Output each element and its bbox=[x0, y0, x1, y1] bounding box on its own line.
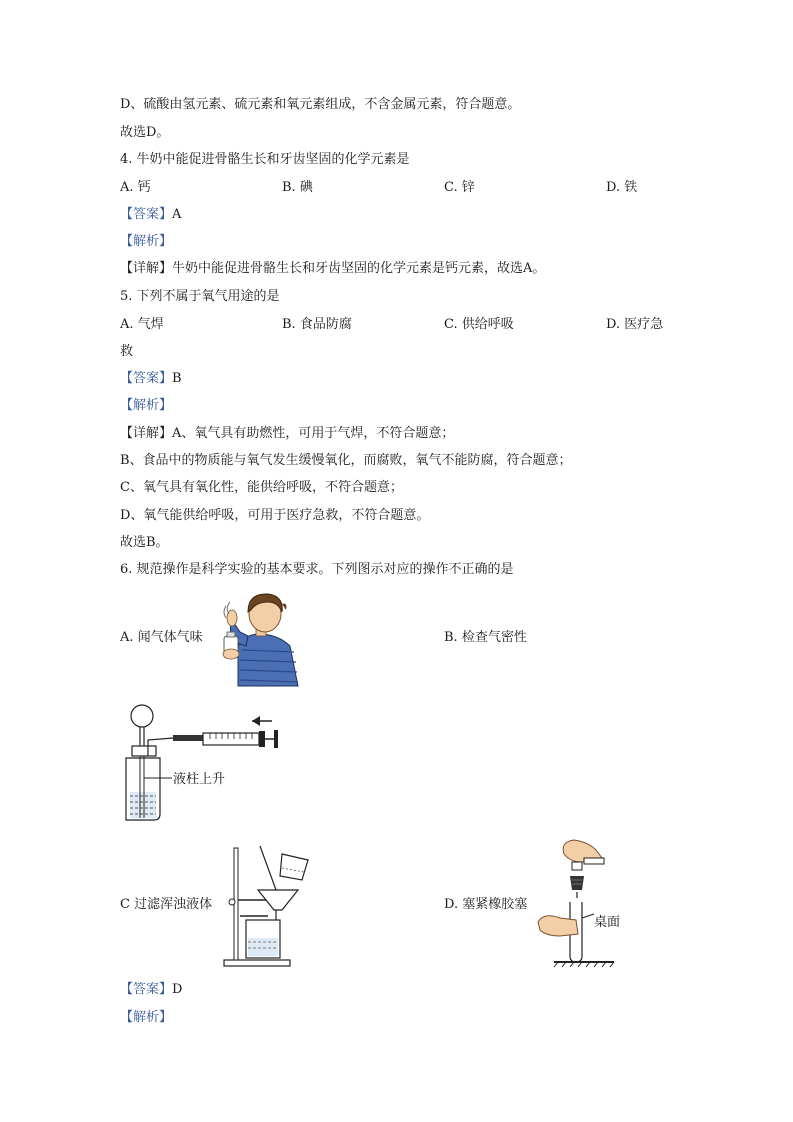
q6-answer bbox=[120, 981, 182, 999]
analysis-tag: 【解析】 bbox=[120, 234, 173, 249]
q4-option-d: D. 铁 bbox=[606, 180, 638, 195]
q5-detail-line: B、食品中的物质能与氧气发生缓慢氧化，而腐败，氧气不能防腐，符合题意； bbox=[120, 453, 572, 468]
q4-option-c: C. 锌 bbox=[444, 180, 475, 195]
q5-option-c: C. 供给呼吸 bbox=[444, 317, 514, 332]
q6-option-b: B. 检查气密性 bbox=[444, 630, 527, 645]
answer-value: B bbox=[172, 371, 182, 386]
q4-detail bbox=[120, 260, 545, 278]
text-line: D、硫酸由氢元素、硫元素和氧元素组成，不含金属元素，符合题意。 bbox=[120, 97, 521, 112]
answer-value: A bbox=[172, 207, 182, 222]
answer-value: D bbox=[172, 982, 183, 997]
q4-option-a: A. 钙 bbox=[120, 180, 151, 195]
detail-tag: 【详解】 bbox=[120, 426, 173, 441]
q4-analysis-tag bbox=[120, 233, 172, 251]
detail-tag: 【详解】 bbox=[120, 261, 173, 276]
q6-option-d: D. 塞紧橡胶塞 bbox=[444, 897, 528, 912]
q5-analysis-tag bbox=[120, 397, 172, 415]
figure-rubber-stopper bbox=[536, 836, 636, 968]
q5-option-a: A. 气焊 bbox=[120, 317, 164, 332]
q4-option-b: B. 碘 bbox=[282, 180, 313, 195]
q5-detail-line: D、氧气能供给呼吸，可用于医疗急救，不符合题意。 bbox=[120, 508, 430, 523]
detail-text: 牛奶中能促进骨骼生长和牙齿坚固的化学元素是钙元素，故选A。 bbox=[172, 261, 546, 276]
q6-option-a: A. 闻气体气味 bbox=[120, 630, 203, 645]
question-4-stem: 4. 牛奶中能促进骨骼生长和牙齿坚固的化学元素是 bbox=[120, 152, 410, 167]
q5-answer bbox=[120, 370, 182, 388]
label-desk: 桌面 bbox=[594, 915, 621, 930]
q5-option-d: D. 医疗急 bbox=[606, 317, 664, 332]
q6-option-c: C 过滤浑浊液体 bbox=[120, 897, 213, 912]
text-line: 故选D。 bbox=[120, 125, 170, 140]
label-liquid-rise: 液柱上升 bbox=[173, 772, 226, 787]
q5-detail-line: 故选B。 bbox=[120, 535, 169, 550]
q6-analysis-tag bbox=[120, 1009, 172, 1027]
figure-airtightness bbox=[118, 700, 288, 822]
q5-option-d-wrap: 救 bbox=[120, 344, 134, 359]
answer-tag: 【答案】 bbox=[120, 207, 173, 222]
figure-filtration bbox=[224, 844, 314, 968]
answer-tag: 【答案】 bbox=[120, 371, 173, 386]
q5-detail-line: C、氧气具有氧化性，能供给呼吸，不符合题意； bbox=[120, 480, 403, 495]
detail-text: A、氧气具有助燃性，可用于气焊，不符合题意； bbox=[172, 426, 455, 441]
analysis-tag: 【解析】 bbox=[120, 1010, 173, 1025]
q5-option-b: B. 食品防腐 bbox=[282, 317, 352, 332]
answer-tag: 【答案】 bbox=[120, 982, 173, 997]
question-6-stem: 6. 规范操作是科学实验的基本要求。下列图示对应的操作不正确的是 bbox=[120, 562, 514, 577]
question-5-stem: 5. 下列不属于氧气用途的是 bbox=[120, 289, 280, 304]
figure-smell-gas bbox=[218, 590, 300, 686]
q5-detail bbox=[120, 425, 454, 443]
q4-answer bbox=[120, 206, 181, 224]
analysis-tag: 【解析】 bbox=[120, 398, 173, 413]
